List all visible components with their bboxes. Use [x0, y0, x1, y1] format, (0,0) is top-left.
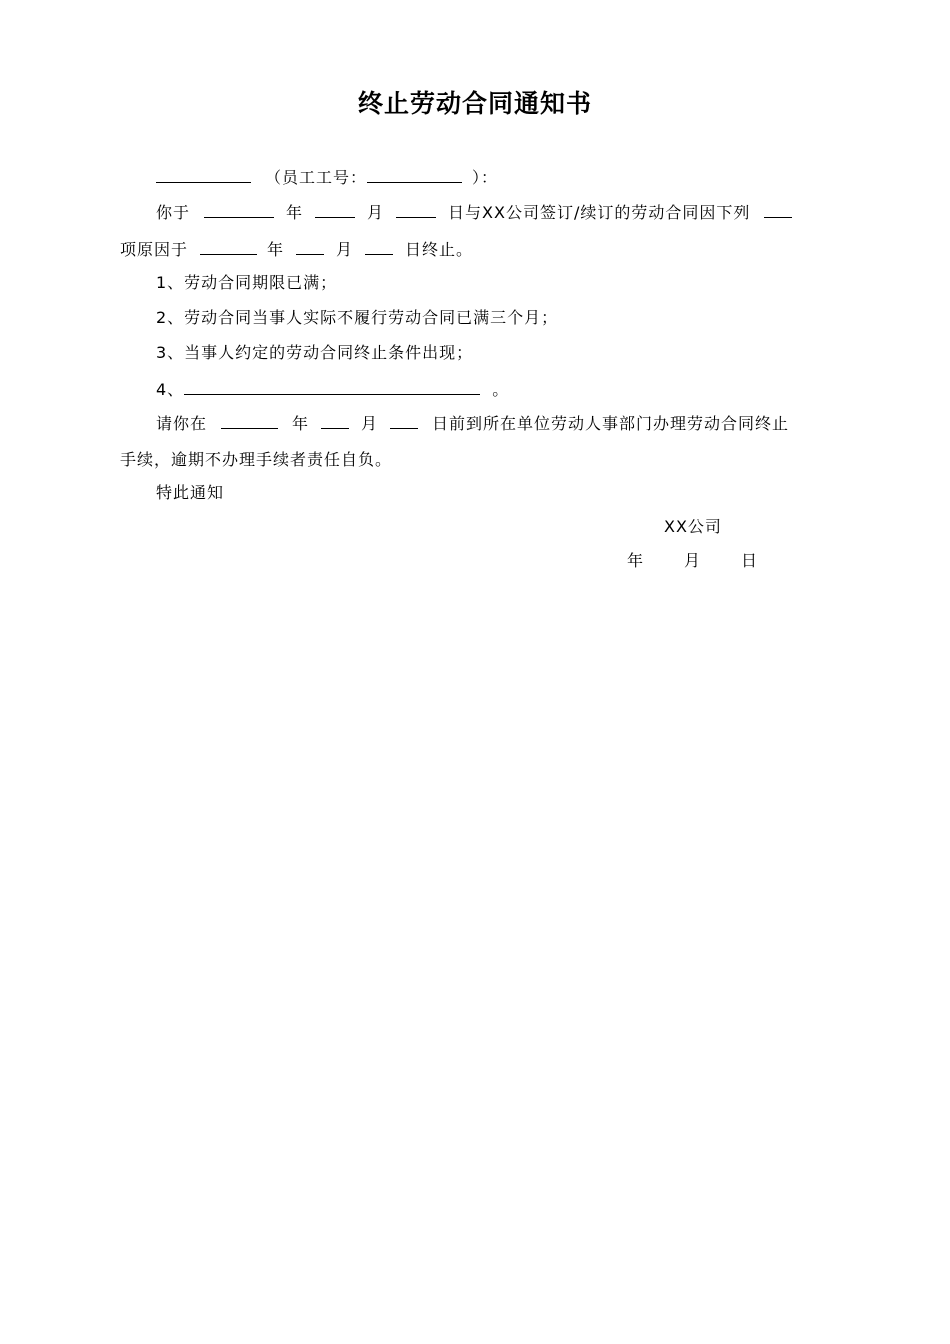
closing-text: 特此通知 — [156, 483, 225, 502]
reason-number-blank[interactable] — [764, 201, 792, 218]
employee-id-close: ）： — [472, 168, 499, 187]
please-on-label: 请你在 — [156, 414, 208, 433]
deadline-rest-text: 日前到所在单位劳动人事部门办理劳动合同终止 — [432, 414, 790, 433]
day-end-text: 日终止。 — [405, 240, 474, 259]
reason-item-4 — [156, 378, 509, 400]
deadline-month-label: 月 — [361, 414, 379, 433]
deadline-year-blank[interactable] — [221, 412, 278, 429]
sign-day-blank[interactable] — [396, 201, 436, 218]
year-label: 年 — [286, 203, 304, 222]
reason4-blank[interactable] — [184, 378, 480, 395]
paragraph2-line1 — [156, 412, 789, 434]
paragraph1-line2 — [120, 238, 473, 260]
sign-month-blank[interactable] — [315, 201, 355, 218]
signature-date — [627, 551, 758, 571]
deadline-year-label: 年 — [292, 414, 310, 433]
signature-day-label: 日 — [741, 551, 759, 570]
you-on-label: 你于 — [156, 203, 191, 222]
reason-item-1: 1、劳动合同期限已满； — [156, 273, 338, 292]
salutation-line — [156, 166, 498, 188]
year2-label: 年 — [267, 240, 285, 259]
employee-id-label: （员工工号： — [265, 168, 368, 187]
signature-month-label: 月 — [684, 551, 702, 570]
signature-year-label: 年 — [627, 551, 645, 570]
end-day-blank[interactable] — [365, 238, 393, 255]
deadline-month-blank[interactable] — [321, 412, 349, 429]
document-title: 终止劳动合同通知书 — [357, 89, 592, 118]
month2-label: 月 — [336, 240, 354, 259]
item-reason-text: 项原因于 — [120, 240, 189, 259]
signature-company: XX公司 — [664, 517, 722, 536]
employee-name-blank[interactable] — [156, 166, 251, 183]
employee-id-blank[interactable] — [367, 166, 462, 183]
month-label: 月 — [367, 203, 385, 222]
end-month-blank[interactable] — [296, 238, 324, 255]
sign-year-blank[interactable] — [204, 201, 274, 218]
reason-item-2: 2、劳动合同当事人实际不履行劳动合同已满三个月； — [156, 308, 559, 327]
reason4-suffix: 。 — [492, 380, 510, 399]
end-year-blank[interactable] — [200, 238, 257, 255]
reason4-prefix: 4、 — [156, 380, 185, 399]
day-company-text: 日与XX公司签订/续订的劳动合同因下列 — [448, 203, 751, 222]
deadline-day-blank[interactable] — [390, 412, 418, 429]
reason-item-3: 3、当事人约定的劳动合同终止条件出现； — [156, 343, 474, 362]
paragraph1-line1 — [156, 201, 792, 223]
paragraph2-line2: 手续，逾期不办理手续者责任自负。 — [120, 450, 393, 469]
